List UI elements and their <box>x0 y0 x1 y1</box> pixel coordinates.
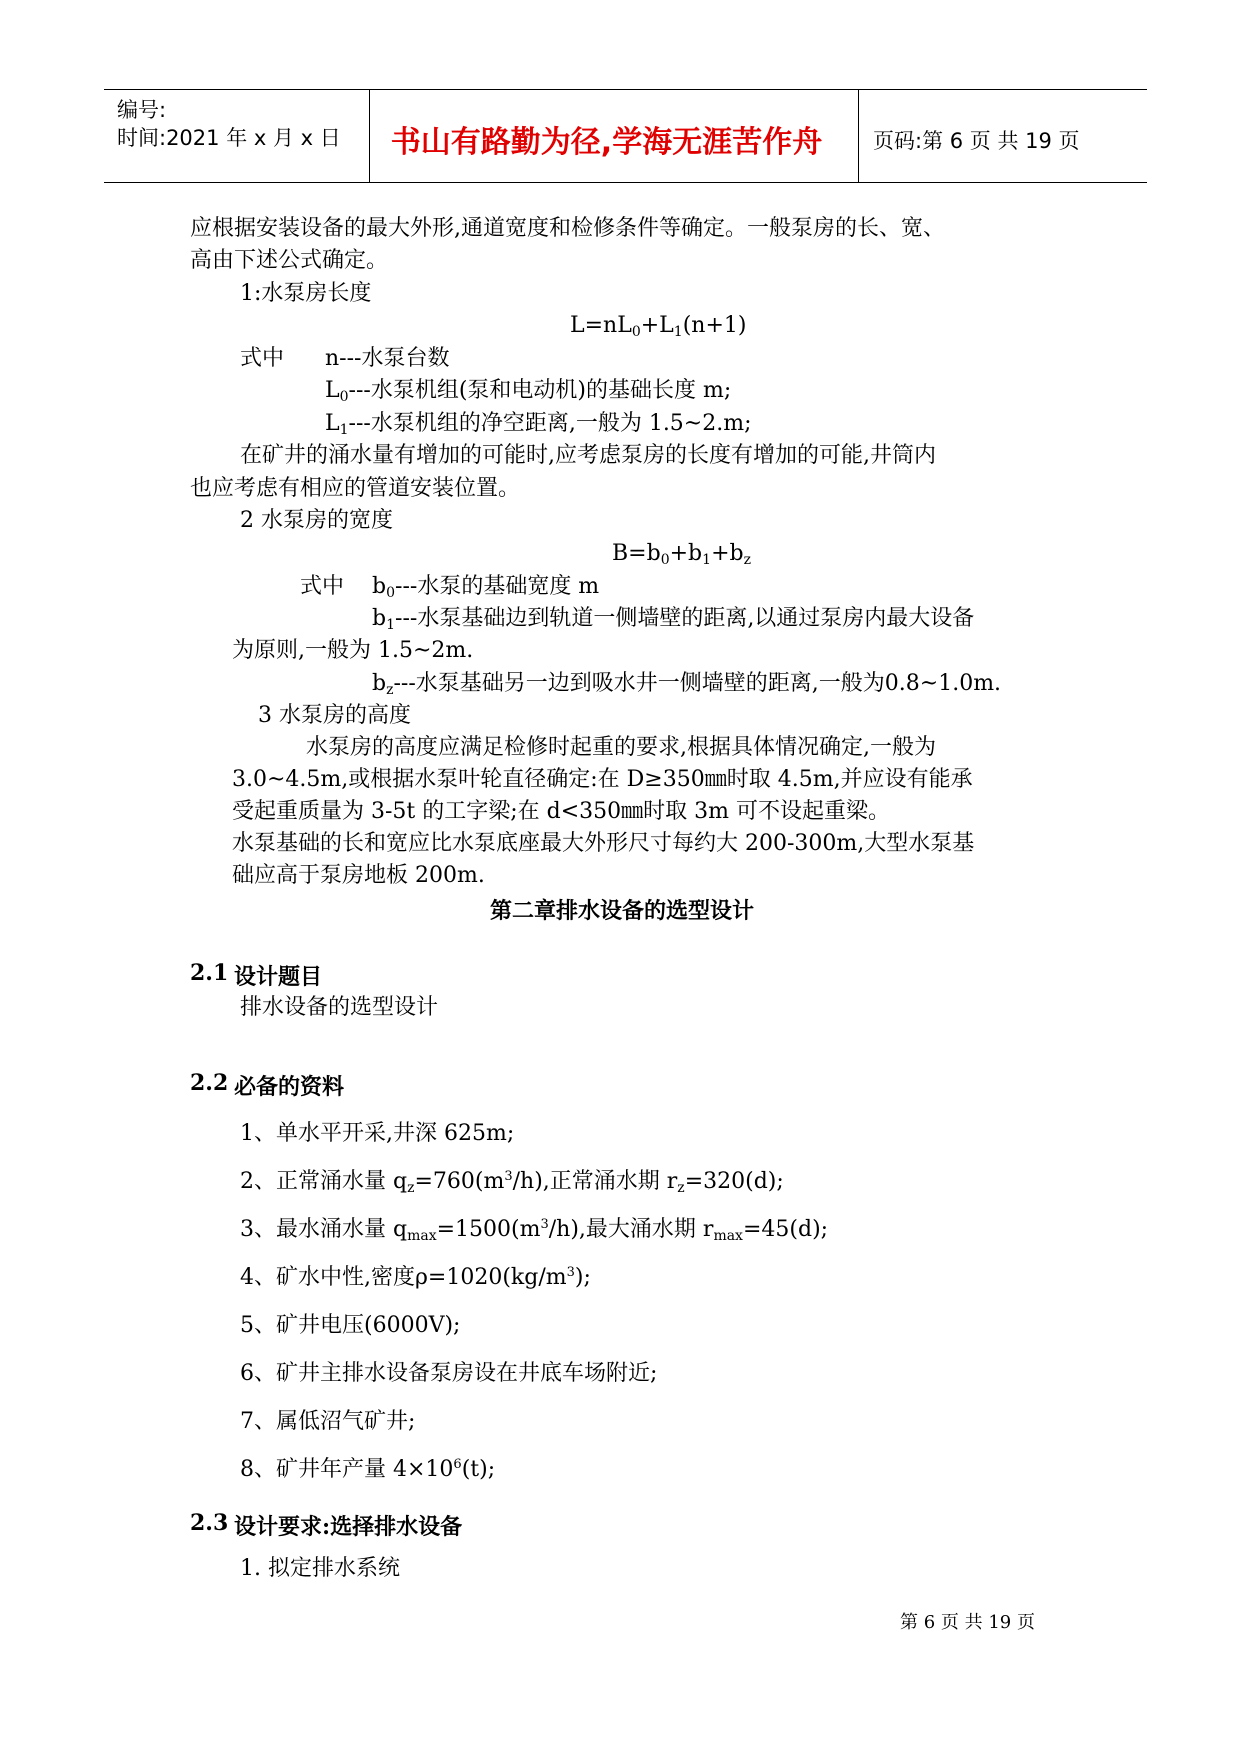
paragraph-line: 水泵房的高度应满足检修时起重的要求,根据具体情况确定,一般为 <box>306 735 936 760</box>
paragraph-line: 3.0~4.5m,或根据水泵叶轮直径确定:在 D≥350㎜时取 4.5m,并应设有能承 <box>232 767 973 792</box>
paragraph-line: 高由下述公式确定。 <box>190 248 389 273</box>
doc-time-label: 时间:2021 年 x 月 x 日 <box>117 126 341 150</box>
variable-definition: n---水泵台数 <box>325 346 450 371</box>
paragraph-line: 受起重质量为 3-5t 的工字梁;在 d<350㎜时取 3m 可不设起重梁。 <box>232 799 891 824</box>
list-item: 3、最水涌水量 $q_{max}=1500(m^3/h)$,最大涌水期 $r_{max}=45(d)$; <box>240 1217 829 1244</box>
item-heading: 2 水泵房的宽度 <box>240 508 393 533</box>
section-text: 1. 拟定排水系统 <box>240 1556 400 1581</box>
list-item: 4、矿水中性,密度$\rho=1020(kg/m^3)$; <box>240 1265 591 1290</box>
list-item: 5、矿井电压(6000V); <box>240 1313 461 1338</box>
section-number: 2.2 <box>190 1070 229 1096</box>
list-item: 1、单水平开采,井深 625m; <box>240 1121 515 1146</box>
page-code: 页码:第 6 页 共 19 页 <box>873 129 1080 153</box>
variable-definition: $b_z---$水泵基础另一边到吸水井一侧墙壁的距离,一般为0.8~1.0m. <box>372 671 1002 698</box>
header-divider-right <box>858 89 859 182</box>
formula-length: $L=nL_0+L_1(n+1)$ <box>570 313 747 340</box>
paragraph-line: 在矿井的涌水量有增加的可能时,应考虑泵房的长度有增加的可能,井筒内 <box>240 443 936 468</box>
where-label: 式中 <box>300 574 345 599</box>
chapter-title: 第二章排水设备的选型设计 <box>490 898 755 924</box>
section-title: 设计题目 <box>234 964 323 990</box>
formula-width: $B=b_0+b_1+b_z$ <box>612 541 751 568</box>
section-number: 2.3 <box>190 1510 229 1536</box>
variable-definition: $b_1---$水泵基础边到轨道一侧墙壁的距离,以通过泵房内最大设备 <box>372 606 975 633</box>
variable-definition: $L_0---$水泵机组(泵和电动机)的基础长度 m; <box>325 378 732 405</box>
list-item: 7、属低沼气矿井; <box>240 1409 416 1434</box>
header-motto: 书山有路勤为径,学海无涯苦作舟 <box>390 125 823 160</box>
paragraph-line: 水泵基础的长和宽应比水泵底座最大外形尺寸每约大 200-300m,大型水泵基 <box>232 831 975 856</box>
header-top-rule <box>104 89 1147 90</box>
page-footer: 第 6 页 共 19 页 <box>900 1612 1035 1633</box>
paragraph-line: 也应考虑有相应的管道安装位置。 <box>190 476 521 501</box>
variable-definition-cont: 为原则,一般为 1.5~2m. <box>232 638 474 663</box>
header-bottom-rule <box>104 182 1147 183</box>
paragraph-line: 础应高于泵房地板 200m. <box>232 863 485 888</box>
paragraph-line: 应根据安装设备的最大外形,通道宽度和检修条件等确定。一般泵房的长、宽、 <box>190 216 945 241</box>
variable-definition: $b_0---$水泵的基础宽度 m <box>372 574 600 601</box>
section-text: 排水设备的选型设计 <box>240 995 439 1020</box>
where-label: 式中 <box>240 346 285 371</box>
variable-definition: $L_1---$水泵机组的净空距离,一般为 1.5~2.m; <box>325 411 752 438</box>
item-heading: 1:水泵房长度 <box>240 281 372 306</box>
doc-number-label: 编号: <box>117 98 167 122</box>
list-item: 2、正常涌水量 $q_z=760(m^3/h)$,正常涌水期 $r_z=320(d)$; <box>240 1169 784 1196</box>
section-title: 必备的资料 <box>234 1074 345 1100</box>
list-item: 6、矿井主排水设备泵房设在井底车场附近; <box>240 1361 658 1386</box>
list-item: 8、矿井年产量 $4\times 10^6(t)$; <box>240 1457 496 1482</box>
section-number: 2.1 <box>190 960 229 986</box>
item-heading: 3 水泵房的高度 <box>258 703 411 728</box>
section-title: 设计要求:选择排水设备 <box>234 1514 463 1540</box>
